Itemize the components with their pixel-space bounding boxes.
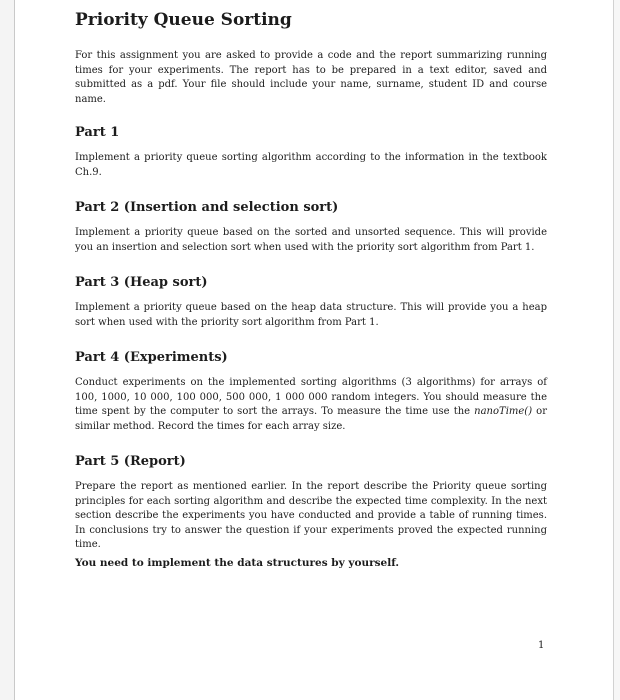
part-4-section <box>75 349 547 434</box>
part-5-heading: Part 5 (Report) <box>75 454 186 469</box>
part-4-body-text-end: or similar method. Record the times for each array size. <box>75 406 547 432</box>
page-right-edge <box>613 0 620 700</box>
part-4-body <box>75 376 547 434</box>
part-5-body: Prepare the report as mentioned earlier. In the report describe the Priority queue sorting principles for each sorting algorithm and describe the expected time complexity. In the next section describe the experiments you have conducted and provide a table of running times. In conclusions try to answer the question if your experiments proved the expected running time. <box>75 481 547 550</box>
part-3-body: Implement a priority queue based on the heap data structure. This will provide you a heap sort when used with the priority sort algorithm from Part 1. <box>75 302 547 328</box>
part-1-section <box>75 124 547 180</box>
part-4-body-text: Conduct experiments on the implemented sorting algorithms (3 algorithms) for arrays of 100, 1000, 10 000, 100 000, 500 000, 1 000 000 random integers. You should measure the time spent by the computer to sort the arrays. To measure the time use the <box>75 377 547 417</box>
page-content <box>75 8 547 573</box>
part-2-body: Implement a priority queue based on the sorted and unsorted sequence. This will provide you an insertion and selection sort when used with the priority sort algorithm from Part 1. <box>75 227 547 253</box>
intro-paragraph: For this assignment you are asked to provide a code and the report summarizing running times for your experiments. The report has to be prepared in a text editor, saved and submitted as a pdf. Your file should include your name, surname, student ID and course name. <box>75 50 547 105</box>
part-4-heading: Part 4 (Experiments) <box>75 350 228 365</box>
part-1-body: Implement a priority queue sorting algorithm according to the information in the textbook Ch.9. <box>75 152 547 178</box>
document-title: Priority Queue Sorting <box>75 10 292 30</box>
part-3-section <box>75 274 547 330</box>
part-2-section <box>75 199 547 255</box>
part-3-heading: Part 3 (Heap sort) <box>75 275 208 290</box>
implementation-note: You need to implement the data structures by yourself. <box>75 556 400 569</box>
nanotime-method: nanoTime() <box>474 406 533 417</box>
part-1-heading: Part 1 <box>75 125 120 140</box>
page-left-edge <box>0 0 15 700</box>
part-2-heading: Part 2 (Insertion and selection sort) <box>75 200 339 215</box>
part-5-section <box>75 453 547 573</box>
page-number: 1 <box>538 640 545 651</box>
